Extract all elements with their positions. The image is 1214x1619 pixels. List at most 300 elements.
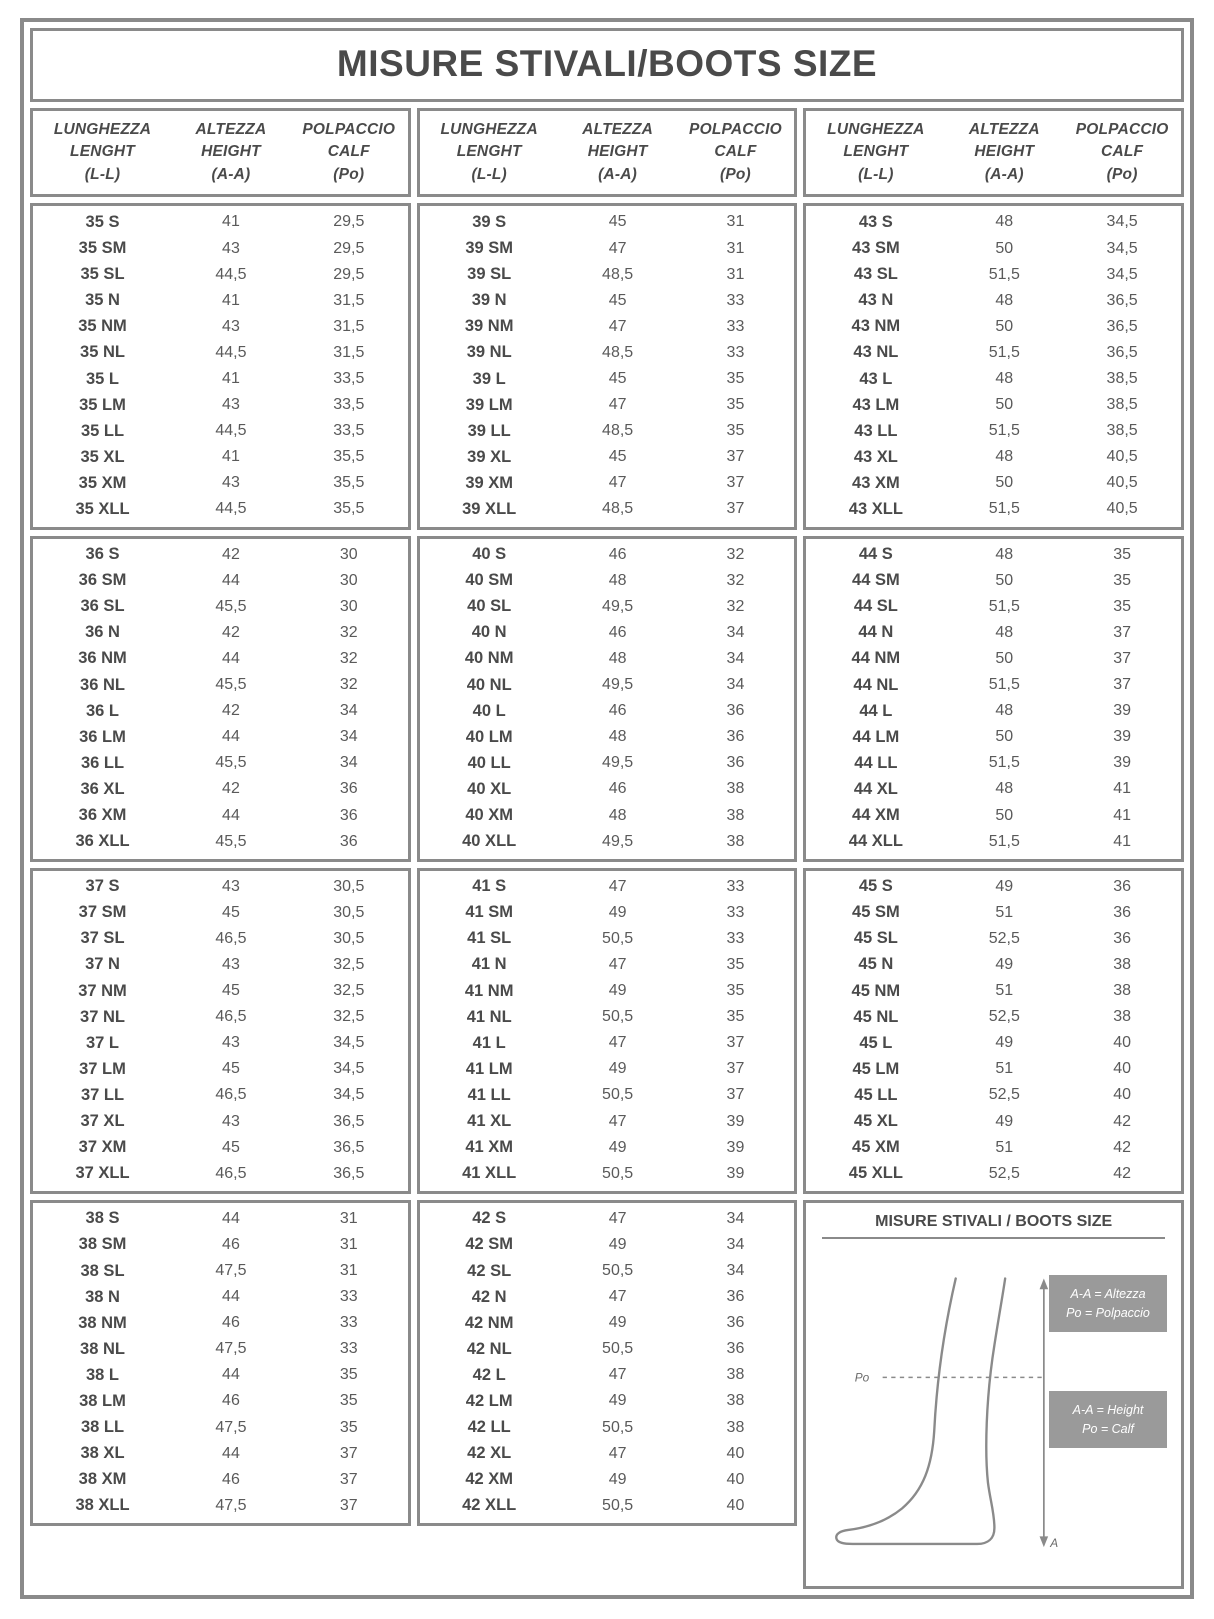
cell-height: 44,5 xyxy=(215,422,247,440)
table-row xyxy=(420,236,795,262)
cell-size: 44 SM xyxy=(852,571,900,590)
table-row xyxy=(420,594,795,620)
cell-calf: 34,5 xyxy=(1106,265,1138,283)
cell-height: 46,5 xyxy=(215,1008,247,1026)
cell-size: 44 L xyxy=(859,701,893,720)
cell-calf: 36,5 xyxy=(333,1138,365,1156)
cell-size: 36 XM xyxy=(78,806,127,825)
cell-calf: 33,5 xyxy=(333,370,365,388)
table-row xyxy=(806,1082,1181,1108)
cell-calf: 38 xyxy=(726,806,745,824)
table-row xyxy=(806,1109,1181,1135)
header-line-1: POLPACCIO xyxy=(1075,121,1169,138)
table-row xyxy=(33,1336,408,1362)
cell-height: 50 xyxy=(995,649,1014,667)
cell-height: 45,5 xyxy=(215,754,247,772)
table-row xyxy=(420,750,795,776)
table-row xyxy=(806,646,1181,672)
table-row xyxy=(33,1310,408,1336)
cell-height: 45,5 xyxy=(215,832,247,850)
cell-size: 40 SM xyxy=(465,571,514,590)
table-row xyxy=(806,724,1181,750)
cell-height: 50,5 xyxy=(602,1262,634,1280)
table-row xyxy=(420,288,795,314)
table-row xyxy=(806,802,1181,828)
table-row xyxy=(806,496,1181,522)
cell-calf: 40 xyxy=(1113,1034,1132,1052)
cell-height: 50 xyxy=(995,571,1014,589)
table-row xyxy=(33,1082,408,1108)
cell-size: 36 LL xyxy=(80,753,125,772)
cell-calf: 32,5 xyxy=(333,1008,365,1026)
header-altezza xyxy=(945,119,1063,186)
table-row xyxy=(420,672,795,698)
cell-height: 43 xyxy=(222,474,240,492)
cell-height: 47 xyxy=(608,1112,627,1130)
cell-size: 44 XLL xyxy=(848,832,903,851)
table-row xyxy=(806,978,1181,1004)
cell-height: 50,5 xyxy=(602,1418,634,1436)
cell-calf: 30,5 xyxy=(333,877,365,895)
cell-height: 43 xyxy=(222,1112,240,1130)
cell-calf: 36 xyxy=(726,702,745,720)
cell-size: 44 S xyxy=(858,545,893,564)
header-line-1: ALTEZZA xyxy=(195,121,267,138)
header-line-1: LUNGHEZZA xyxy=(440,121,538,138)
header-line-3: (A-A) xyxy=(984,165,1024,183)
legend-italian-line-1: A-A = Altezza xyxy=(1070,1286,1146,1301)
cell-size: 37 SL xyxy=(80,929,125,948)
table-row xyxy=(420,1030,795,1056)
cell-calf: 36,5 xyxy=(1106,343,1138,361)
cell-calf: 36 xyxy=(1113,929,1132,947)
cell-height: 41 xyxy=(222,370,240,388)
cell-size: 44 XM xyxy=(852,806,900,825)
table-row xyxy=(33,392,408,418)
cell-size: 42 N xyxy=(471,1287,507,1306)
cell-size: 42 XM xyxy=(465,1470,514,1489)
cell-calf: 34,5 xyxy=(333,1034,365,1052)
table-row xyxy=(33,1258,408,1284)
table-row xyxy=(420,646,795,672)
cell-height: 48 xyxy=(608,649,627,667)
cell-calf: 37 xyxy=(726,1034,745,1052)
legend-english-line-2: Po = Calf xyxy=(1082,1421,1134,1436)
cell-height: 47 xyxy=(608,396,627,414)
cell-height: 41 xyxy=(222,213,240,231)
cell-size: 35 S xyxy=(85,212,120,231)
cell-calf: 38 xyxy=(726,1366,745,1384)
cell-height: 45 xyxy=(222,1060,240,1078)
cell-height: 41 xyxy=(222,291,240,309)
table-row xyxy=(420,1441,795,1467)
cell-height: 48 xyxy=(995,702,1014,720)
cell-calf: 35,5 xyxy=(333,500,365,518)
cell-size: 39 XLL xyxy=(462,499,517,518)
cell-size: 41 LL xyxy=(467,1085,511,1104)
header-line-1: POLPACCIO xyxy=(689,121,782,138)
table-row xyxy=(806,288,1181,314)
cell-size: 45 LM xyxy=(852,1059,900,1078)
cell-calf: 36 xyxy=(339,780,358,798)
cell-calf: 36 xyxy=(726,728,745,746)
cell-height: 49,5 xyxy=(602,832,634,850)
cell-size: 39 LM xyxy=(465,395,513,414)
cell-size: 43 SL xyxy=(853,265,898,284)
table-row xyxy=(806,1161,1181,1187)
cell-calf: 35 xyxy=(1113,545,1132,563)
cell-size: 37 S xyxy=(85,877,120,896)
cell-height: 48 xyxy=(995,370,1014,388)
table-row xyxy=(33,542,408,568)
cell-calf: 37 xyxy=(726,1086,745,1104)
cell-calf: 34 xyxy=(726,1235,745,1253)
cell-calf: 35 xyxy=(726,370,745,388)
cell-size: 45 XM xyxy=(852,1138,900,1157)
diagram-title: MISURE STIVALI / BOOTS SIZE xyxy=(822,1213,1165,1239)
cell-height: 47 xyxy=(608,239,627,257)
table-row xyxy=(33,496,408,522)
cell-size: 42 LM xyxy=(465,1391,513,1410)
title-box xyxy=(30,28,1184,102)
table-row xyxy=(806,620,1181,646)
cell-calf: 32 xyxy=(339,623,358,641)
cell-calf: 35 xyxy=(726,955,745,973)
cell-size: 44 N xyxy=(858,623,894,642)
table-row xyxy=(33,672,408,698)
cell-size: 36 XL xyxy=(80,779,125,798)
cell-calf: 37 xyxy=(339,1470,358,1488)
table-row xyxy=(33,724,408,750)
table-row xyxy=(33,952,408,978)
table-row xyxy=(420,620,795,646)
header-altezza xyxy=(559,119,677,186)
cell-height: 47,5 xyxy=(215,1340,247,1358)
cell-size: 37 LM xyxy=(79,1059,126,1078)
cell-calf: 35,5 xyxy=(333,474,365,492)
cell-height: 46 xyxy=(608,702,627,720)
cell-size: 36 XLL xyxy=(75,832,130,851)
cell-height: 47,5 xyxy=(215,1418,247,1436)
cell-height: 51,5 xyxy=(988,422,1020,440)
header-line-2: LENGHT xyxy=(843,143,909,161)
cell-size: 42 L xyxy=(472,1365,506,1384)
cell-height: 45 xyxy=(608,291,627,309)
cell-calf: 38,5 xyxy=(1106,370,1138,388)
cell-size: 45 NL xyxy=(853,1007,899,1026)
cell-size: 35 XM xyxy=(78,473,127,492)
size-block-35 xyxy=(30,203,411,529)
cell-size: 41 LM xyxy=(465,1059,513,1078)
cell-height: 51,5 xyxy=(988,676,1020,694)
table-row xyxy=(420,1206,795,1232)
header-lunghezza xyxy=(806,119,945,186)
cell-calf: 40,5 xyxy=(1106,500,1138,518)
cell-size: 43 XLL xyxy=(848,499,903,518)
cell-calf: 40 xyxy=(726,1496,745,1514)
cell-height: 47 xyxy=(608,1034,627,1052)
cell-calf: 41 xyxy=(1113,780,1132,798)
cell-calf: 40 xyxy=(726,1470,745,1488)
cell-size: 39 NL xyxy=(466,343,512,362)
table-row xyxy=(33,418,408,444)
table-row xyxy=(33,1206,408,1232)
cell-calf: 30,5 xyxy=(333,929,365,947)
cell-height: 49,5 xyxy=(602,754,634,772)
cell-height: 46,5 xyxy=(215,929,247,947)
cell-calf: 34,5 xyxy=(1106,213,1138,231)
cell-calf: 33 xyxy=(339,1288,358,1306)
cell-size: 43 S xyxy=(858,212,893,231)
legend-italian xyxy=(1049,1275,1167,1333)
cell-size: 38 XM xyxy=(78,1470,127,1489)
cell-height: 50,5 xyxy=(602,1008,634,1026)
cell-size: 35 NM xyxy=(78,317,127,336)
table-row xyxy=(33,829,408,855)
table-row xyxy=(806,594,1181,620)
table-row xyxy=(806,1056,1181,1082)
cell-calf: 33 xyxy=(726,929,745,947)
cell-height: 51,5 xyxy=(988,500,1020,518)
cell-calf: 41 xyxy=(1113,806,1132,824)
cell-size: 37 NM xyxy=(78,981,127,1000)
cell-size: 41 S xyxy=(472,877,507,896)
table-row xyxy=(806,1004,1181,1030)
table-row xyxy=(806,262,1181,288)
cell-calf: 30 xyxy=(339,571,358,589)
cell-height: 49 xyxy=(608,982,627,1000)
table-row xyxy=(420,418,795,444)
cell-calf: 32 xyxy=(726,545,745,563)
cell-calf: 39 xyxy=(1113,728,1132,746)
cell-calf: 40,5 xyxy=(1106,448,1138,466)
table-row xyxy=(420,926,795,952)
cell-height: 43 xyxy=(222,396,240,414)
cell-calf: 29,5 xyxy=(333,265,365,283)
cell-size: 41 XM xyxy=(465,1138,514,1157)
cell-height: 48,5 xyxy=(602,265,634,283)
cell-height: 48,5 xyxy=(602,422,634,440)
cell-size: 37 XLL xyxy=(75,1164,130,1183)
cell-height: 49 xyxy=(608,903,627,921)
cell-size: 40 XLL xyxy=(462,832,517,851)
cell-size: 44 LL xyxy=(854,753,898,772)
header-polpaccio xyxy=(677,119,795,186)
cell-calf: 31,5 xyxy=(333,291,365,309)
cell-calf: 36,5 xyxy=(1106,317,1138,335)
column-1 xyxy=(30,108,411,1589)
table-row xyxy=(806,672,1181,698)
svg-text:Po: Po xyxy=(855,1370,870,1385)
table-row xyxy=(420,209,795,235)
cell-height: 46 xyxy=(608,780,627,798)
table-row xyxy=(420,1493,795,1519)
table-row xyxy=(806,418,1181,444)
cell-calf: 34 xyxy=(726,1262,745,1280)
table-row xyxy=(33,288,408,314)
cell-calf: 34 xyxy=(726,676,745,694)
cell-calf: 31 xyxy=(339,1209,358,1227)
cell-calf: 31 xyxy=(339,1235,358,1253)
table-row xyxy=(420,1310,795,1336)
cell-height: 50 xyxy=(995,806,1014,824)
cell-size: 42 XL xyxy=(467,1444,512,1463)
cell-size: 41 SM xyxy=(465,903,514,922)
cell-calf: 36 xyxy=(1113,903,1132,921)
cell-calf: 34,5 xyxy=(333,1060,365,1078)
cell-calf: 32,5 xyxy=(333,982,365,1000)
cell-height: 49 xyxy=(608,1235,627,1253)
table-row xyxy=(420,542,795,568)
table-row xyxy=(806,568,1181,594)
cell-height: 42 xyxy=(222,623,240,641)
table-row xyxy=(420,470,795,496)
cell-height: 50 xyxy=(995,728,1014,746)
cell-size: 42 NL xyxy=(466,1339,512,1358)
table-row xyxy=(420,1232,795,1258)
cell-calf: 35 xyxy=(726,982,745,1000)
cell-height: 46 xyxy=(222,1314,240,1332)
cell-calf: 33,5 xyxy=(333,422,365,440)
cell-height: 50 xyxy=(995,396,1014,414)
legend-italian-line-2: Po = Polpaccio xyxy=(1066,1305,1150,1320)
table-row xyxy=(420,262,795,288)
cell-height: 50 xyxy=(995,474,1014,492)
cell-calf: 38 xyxy=(726,780,745,798)
table-row xyxy=(806,952,1181,978)
cell-calf: 36,5 xyxy=(1106,291,1138,309)
table-row xyxy=(420,496,795,522)
cell-calf: 39 xyxy=(1113,754,1132,772)
header-line-3: (A-A) xyxy=(211,165,251,183)
header-line-3: (Po) xyxy=(1106,165,1138,183)
cell-calf: 36 xyxy=(726,1340,745,1358)
cell-calf: 37 xyxy=(726,1060,745,1078)
cell-size: 42 NM xyxy=(464,1313,514,1332)
header-line-1: POLPACCIO xyxy=(302,121,396,138)
size-block-45 xyxy=(803,868,1184,1194)
cell-size: 38 SM xyxy=(78,1235,127,1254)
cell-calf: 39 xyxy=(726,1138,745,1156)
header-line-3: (L-L) xyxy=(858,165,894,183)
size-block-39 xyxy=(417,203,798,529)
cell-size: 45 L xyxy=(859,1033,893,1052)
cell-height: 45,5 xyxy=(215,597,247,615)
cell-height: 43 xyxy=(222,877,240,895)
table-row xyxy=(420,874,795,900)
header-lunghezza xyxy=(420,119,559,186)
cell-size: 37 SM xyxy=(78,903,127,922)
column-3 xyxy=(803,108,1184,1589)
cell-calf: 37 xyxy=(726,448,745,466)
cell-calf: 39 xyxy=(726,1164,745,1182)
cell-calf: 35 xyxy=(339,1418,358,1436)
cell-calf: 33 xyxy=(726,343,745,361)
cell-size: 38 L xyxy=(86,1365,120,1384)
table-row xyxy=(33,802,408,828)
table-row xyxy=(420,1415,795,1441)
table-row xyxy=(420,724,795,750)
cell-height: 47 xyxy=(608,317,627,335)
header-line-2: LENGHT xyxy=(70,143,135,161)
table-row xyxy=(806,470,1181,496)
table-row xyxy=(420,1161,795,1187)
cell-size: 42 SM xyxy=(465,1235,514,1254)
cell-calf: 36,5 xyxy=(333,1112,365,1130)
table-row xyxy=(420,340,795,366)
cell-height: 42 xyxy=(222,702,240,720)
cell-height: 48 xyxy=(995,448,1014,466)
cell-height: 45 xyxy=(608,370,627,388)
size-block-37 xyxy=(30,868,411,1194)
table-row xyxy=(33,1056,408,1082)
cell-calf: 31 xyxy=(726,265,745,283)
table-row xyxy=(33,1388,408,1414)
table-row xyxy=(33,978,408,1004)
cell-size: 37 XM xyxy=(78,1138,127,1157)
cell-calf: 37 xyxy=(1113,676,1132,694)
table-row xyxy=(806,366,1181,392)
cell-height: 51,5 xyxy=(988,597,1020,615)
cell-size: 44 SL xyxy=(853,597,898,616)
table-row xyxy=(420,1388,795,1414)
cell-calf: 35 xyxy=(726,396,745,414)
cell-height: 45 xyxy=(608,213,627,231)
table-row xyxy=(420,829,795,855)
cell-height: 52,5 xyxy=(988,1008,1020,1026)
cell-height: 48 xyxy=(995,780,1014,798)
cell-size: 35 LM xyxy=(79,395,126,414)
cell-size: 39 N xyxy=(471,291,507,310)
cell-calf: 37 xyxy=(1113,623,1132,641)
cell-calf: 30,5 xyxy=(333,903,365,921)
cell-calf: 35,5 xyxy=(333,448,365,466)
cell-calf: 35 xyxy=(1113,571,1132,589)
chart-frame xyxy=(20,18,1194,1599)
cell-height: 44,5 xyxy=(215,500,247,518)
cell-height: 52,5 xyxy=(988,929,1020,947)
table-row xyxy=(33,1493,408,1519)
table-row xyxy=(806,340,1181,366)
cell-size: 38 NM xyxy=(78,1313,127,1332)
cell-size: 39 L xyxy=(472,369,506,388)
table-row xyxy=(420,1362,795,1388)
cell-size: 43 NL xyxy=(853,343,899,362)
table-row xyxy=(420,776,795,802)
size-block-38 xyxy=(30,1200,411,1526)
cell-size: 44 NM xyxy=(851,649,901,668)
table-row xyxy=(806,750,1181,776)
cell-height: 51,5 xyxy=(988,832,1020,850)
cell-height: 51,5 xyxy=(988,754,1020,772)
table-row xyxy=(33,926,408,952)
size-block-41 xyxy=(417,868,798,1194)
cell-calf: 40 xyxy=(726,1444,745,1462)
table-row xyxy=(33,1232,408,1258)
cell-calf: 36 xyxy=(339,832,358,850)
cell-height: 50,5 xyxy=(602,1340,634,1358)
header-line-2: HEIGHT xyxy=(587,143,648,161)
header-lunghezza xyxy=(33,119,172,186)
cell-height: 44 xyxy=(222,649,240,667)
cell-size: 36 NL xyxy=(80,675,125,694)
cell-height: 49,5 xyxy=(602,597,634,615)
cell-height: 44,5 xyxy=(215,343,247,361)
cell-size: 38 XLL xyxy=(75,1496,130,1515)
cell-size: 37 LL xyxy=(80,1085,125,1104)
cell-size: 43 XL xyxy=(853,447,898,466)
cell-size: 40 XM xyxy=(465,806,514,825)
